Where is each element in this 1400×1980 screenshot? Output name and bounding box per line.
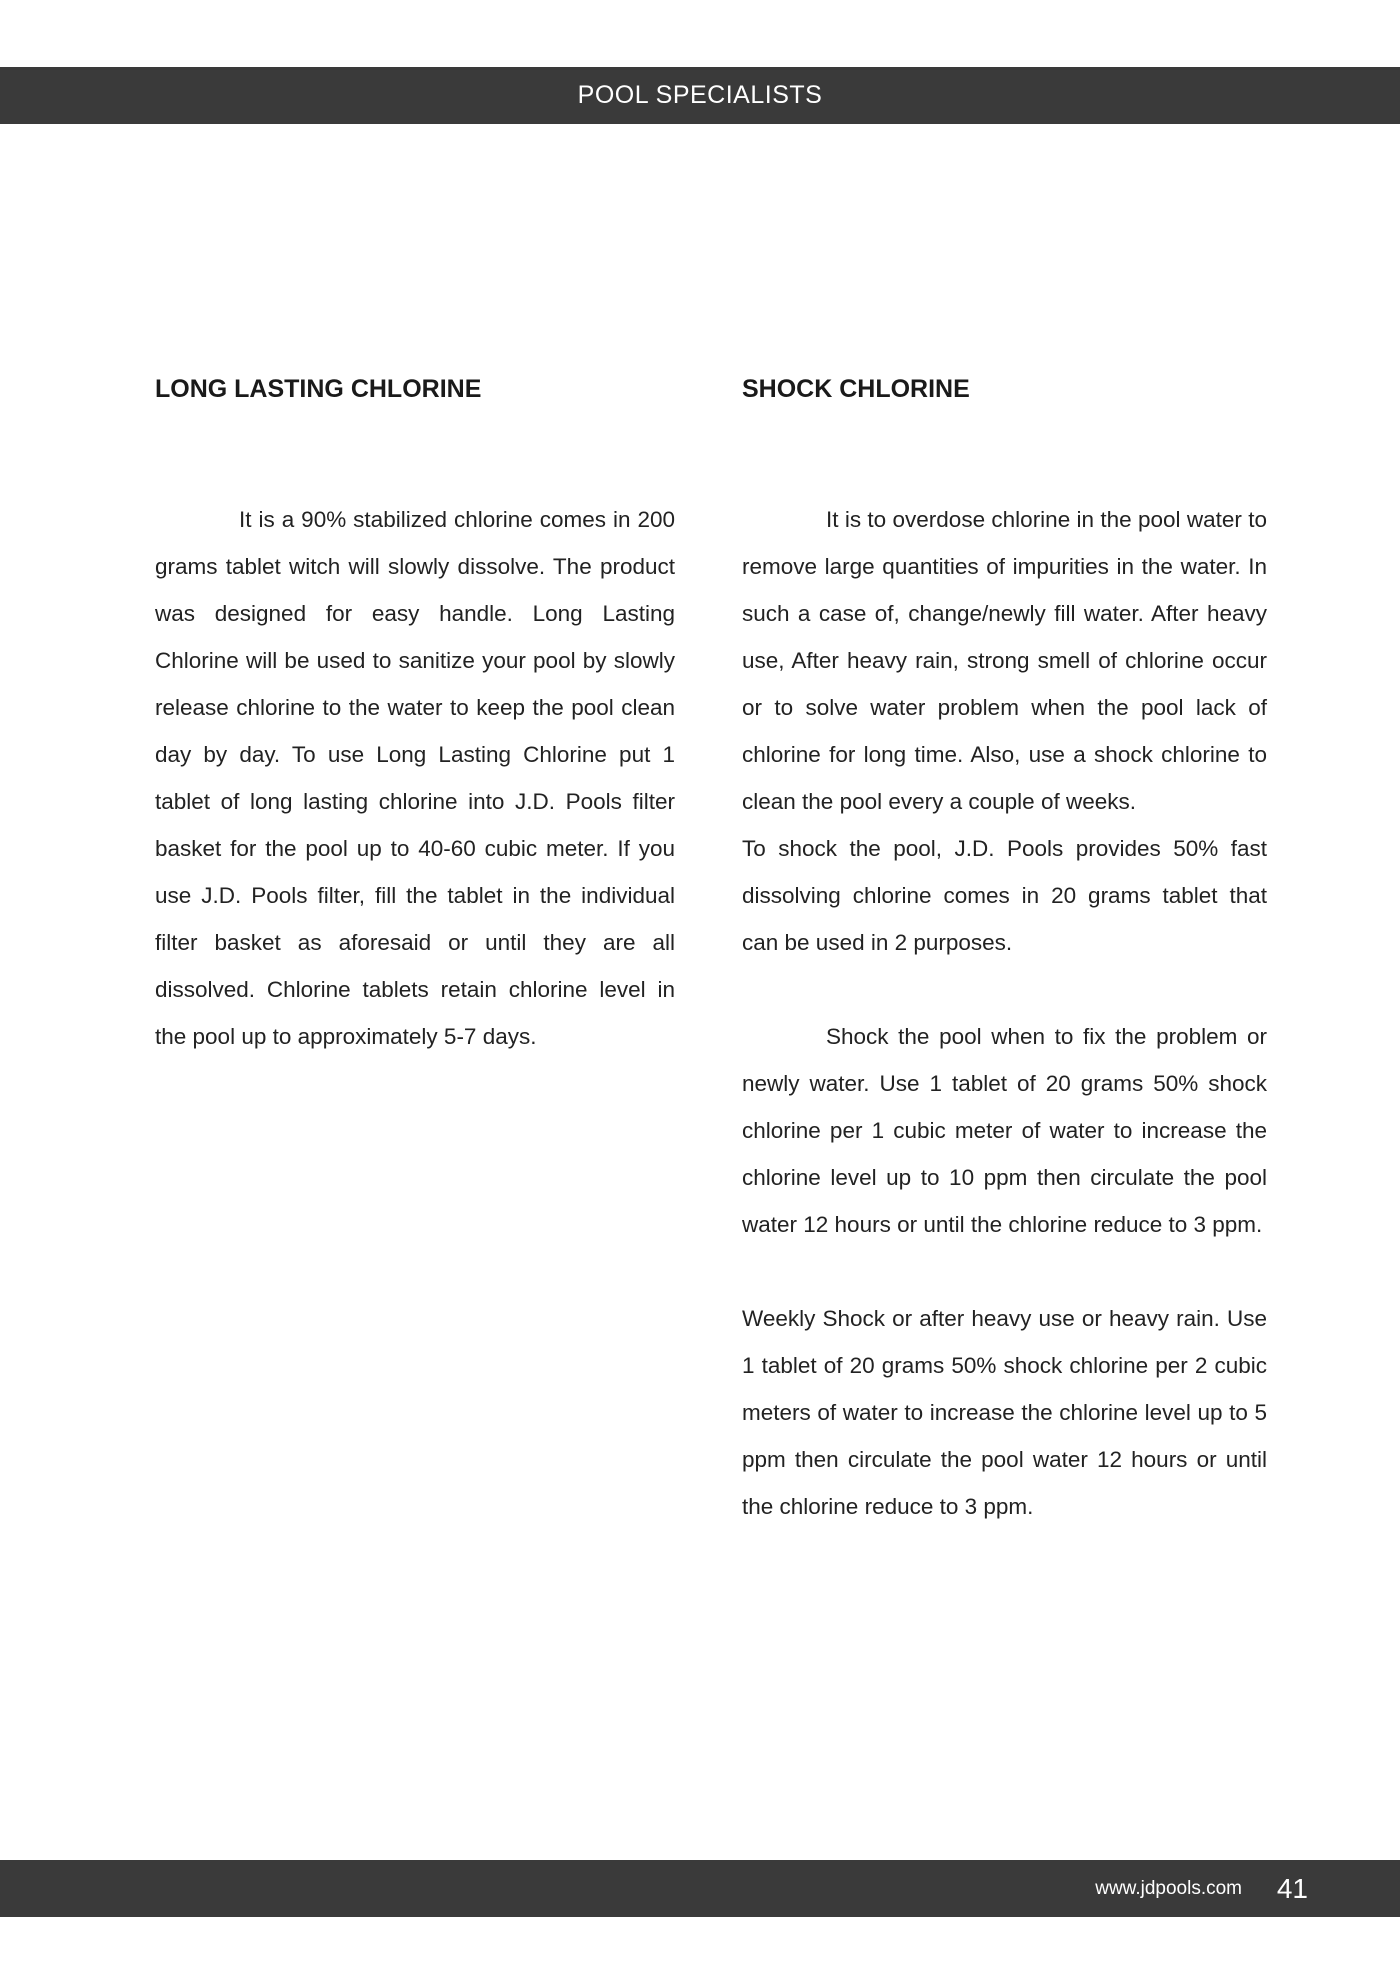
footer-bar <box>0 1860 1400 1917</box>
left-column <box>155 370 675 1060</box>
paragraph: Shock the pool when to fix the problem or newly water. Use 1 tablet of 20 grams 50% shock chlorine per 1 cubic meter of water to increase the chlorine level up to 10 ppm then circulate the pool water 12 hours or until the chlorine reduce to 3 ppm. <box>742 1024 1267 1237</box>
right-column <box>742 370 1267 1530</box>
header-bar <box>0 67 1400 124</box>
left-body <box>155 496 675 1060</box>
paragraph: It is a 90% stabilized chlorine comes in 200 grams tablet witch will slowly dissolve. The product was designed for easy handle. Long Lasting Chlorine will be used to sanitize your pool by slowly release chlorine to the water to keep the pool clean day by day. To use Long Lasting Chlorine put 1 tablet of long lasting chlorine into J.D. Pools filter basket for the pool up to 40-60 cubic meter. If you use J.D. Pools filter, fill the tablet in the individual filter basket as aforesaid or until they are all dissolved. Chlorine tablets retain chlorine level in the pool up to approximately 5-7 days. <box>155 507 675 1049</box>
paragraph: Weekly Shock or after heavy use or heavy rain. Use 1 tablet of 20 grams 50% shock chlorine per 2 cubic meters of water to increase the chlorine level up to 5 ppm then circulate the pool water 12 hours or until the chlorine reduce to 3 ppm. <box>742 1306 1267 1519</box>
header-title: POOL SPECIALISTS <box>577 81 823 109</box>
page-number: 41 <box>1276 1873 1308 1904</box>
section-heading-long-lasting: LONG LASTING CHLORINE <box>155 375 482 403</box>
paragraph: To shock the pool, J.D. Pools provides 50% fast dissolving chlorine comes in 20 grams tablet that can be used in 2 purposes. <box>742 836 1267 955</box>
footer-url[interactable]: www.jdpools.com <box>1095 1878 1242 1899</box>
section-heading-shock: SHOCK CHLORINE <box>742 375 970 403</box>
right-body <box>742 496 1267 1530</box>
paragraph: It is to overdose chlorine in the pool water to remove large quantities of impurities in the water. In such a case of, change/newly fill water. After heavy use, After heavy rain, strong smell of chlorine occur or to solve water problem when the pool lack of chlorine for long time. Also, use a shock chlorine to clean the pool every a couple of weeks. <box>742 507 1267 814</box>
paragraph-spacer <box>742 966 1267 1013</box>
paragraph-spacer <box>742 1248 1267 1295</box>
